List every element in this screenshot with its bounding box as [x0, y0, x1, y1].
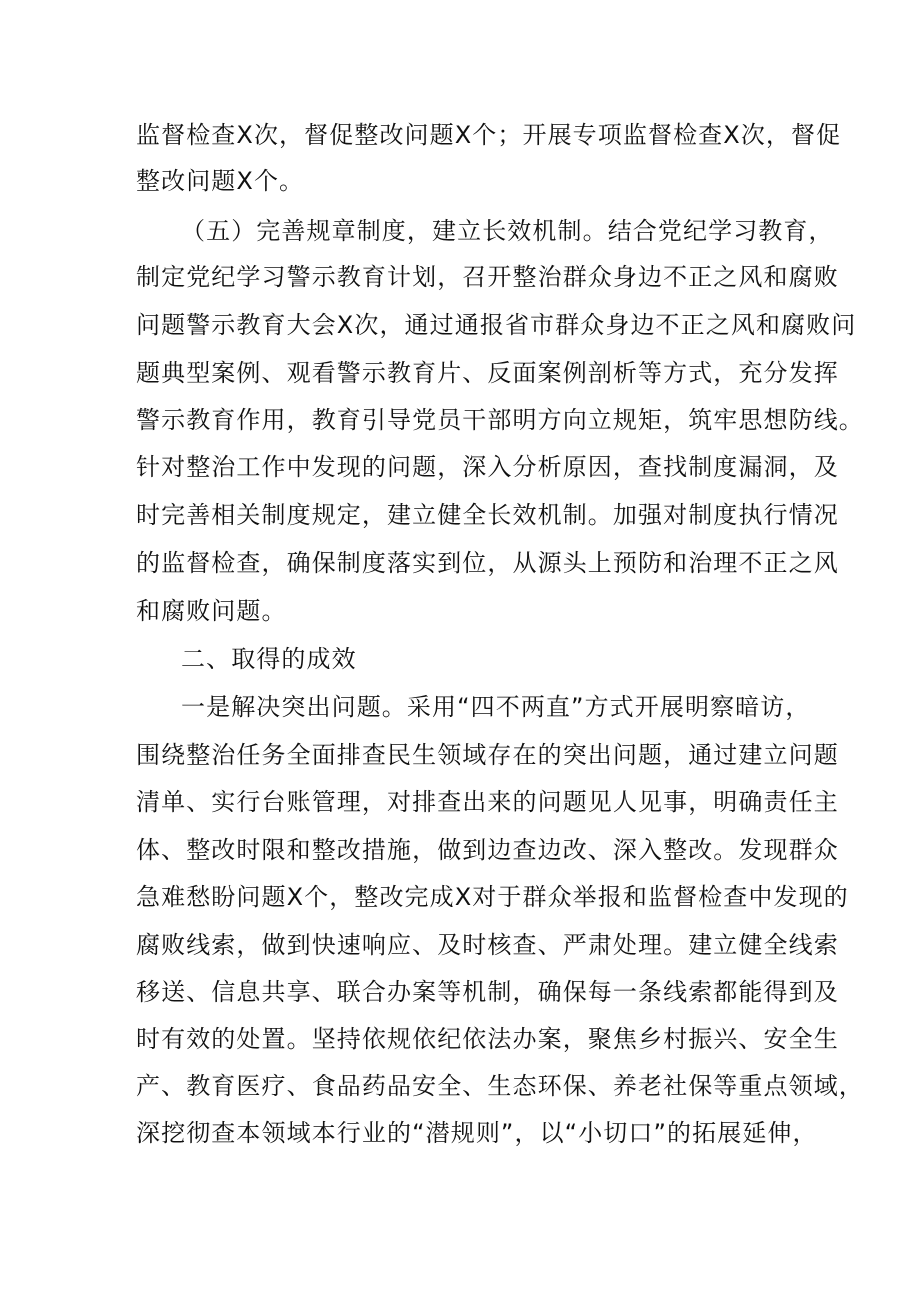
paragraph-line: 时有效的处置。坚持依规依纪依法办案，聚焦乡村振兴、安全生 — [136, 1025, 839, 1053]
paragraph-line: 清单、实行台账管理，对排查出来的问题见人见事，明确责任主 — [136, 788, 839, 816]
paragraph-line: 警示教育作用，教育引导党员干部明方向立规矩，筑牢思想防线。 — [136, 406, 864, 434]
paragraph-line: 整改问题X个。 — [136, 167, 305, 195]
paragraph-line: 围绕整治任务全面排查民生领域存在的突出问题，通过建立问题 — [136, 741, 839, 769]
paragraph-line: 深挖彻查本领域本行业的“潜规则”，以“小切口”的拓展延伸， — [136, 1119, 818, 1147]
paragraph-line: 移送、信息共享、联合办案等机制，确保每一条线索都能得到及 — [136, 978, 839, 1006]
paragraph-line: 腐败线索，做到快速响应、及时核查、严肃处理。建立健全线索 — [136, 931, 839, 959]
paragraph-line: 制定党纪学习警示教育计划，召开整治群众身边不正之风和腐败 — [136, 263, 839, 291]
paragraph-line: 针对整治工作中发现的问题，深入分析原因，查找制度漏洞，及 — [136, 453, 839, 481]
paragraph-line: 问题警示教育大会X次，通过通报省市群众身边不正之风和腐败问 — [136, 311, 857, 339]
paragraph-line: 的监督检查，确保制度落实到位，从源头上预防和治理不正之风 — [136, 549, 839, 577]
section-title: 二、取得的成效 — [181, 645, 357, 673]
paragraph-line: 体、整改时限和整改措施，做到边查边改、深入整改。发现群众 — [136, 836, 839, 864]
paragraph-line: 急难愁盼问题X个，整改完成X对于群众举报和监督检查中发现的 — [136, 883, 849, 911]
paragraph-line: 监督检查X次，督促整改问题X个；开展专项监督检查X次，督促 — [136, 121, 842, 149]
paragraph-line: 和腐败问题。 — [136, 597, 287, 625]
subsection-heading-line: 一是解决突出问题。采用“四不两直”方式开展明察暗访， — [181, 693, 811, 721]
paragraph-line: 产、教育医疗、食品药品安全、生态环保、养老社保等重点领域， — [136, 1072, 864, 1100]
paragraph-line: 时完善相关制度规定，建立健全长效机制。加强对制度执行情况 — [136, 501, 839, 529]
paragraph-line: 题典型案例、观看警示教育片、反面案例剖析等方式，充分发挥 — [136, 359, 839, 387]
section-heading-line: （五）完善规章制度，建立长效机制。结合党纪学习教育， — [181, 217, 834, 245]
